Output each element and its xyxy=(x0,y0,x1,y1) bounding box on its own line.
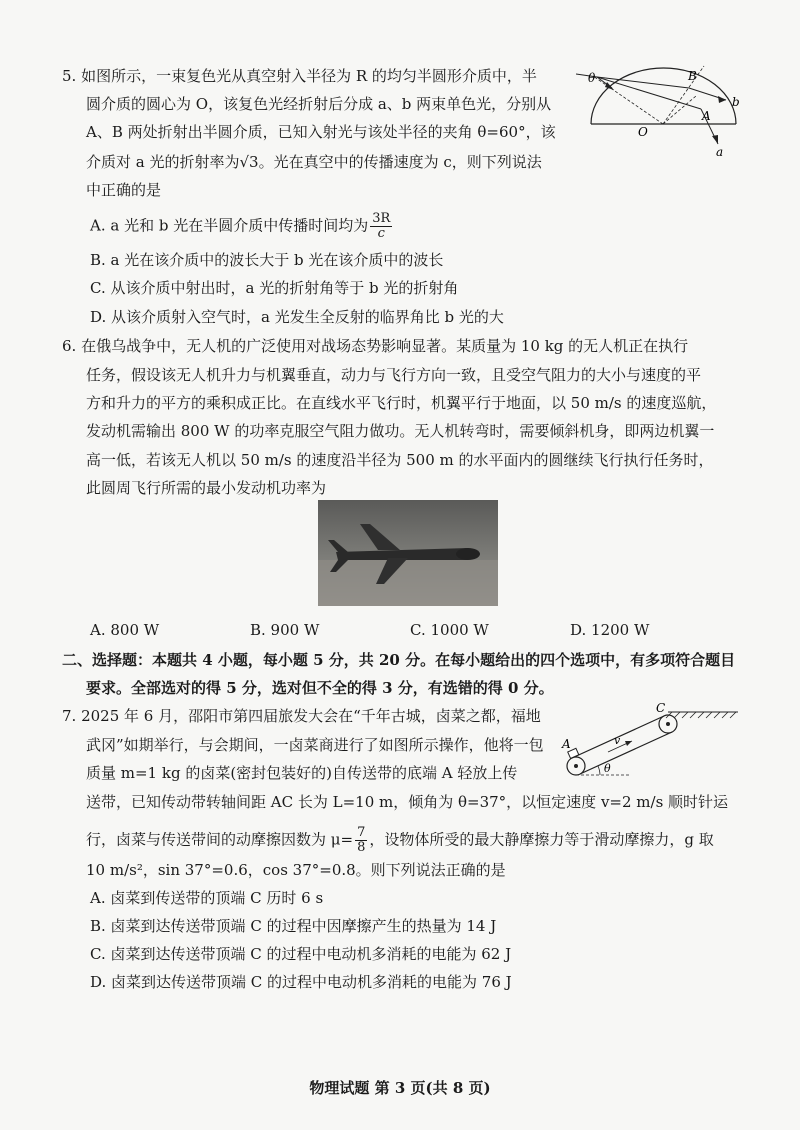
q6-line-1: 6. 在俄乌战争中，无人机的广泛使用对战场态势影响显著。某质量为 10 kg 的无人机正在执行 xyxy=(62,337,689,355)
q7-figure-a-label: A xyxy=(562,737,571,751)
q5-line-3: A、B 两处折射出半圆介质，已知入射光与该处半径的夹角 θ=60°，该 xyxy=(86,123,556,141)
q7-figure-v-label: v xyxy=(614,734,621,747)
section-2-line-1: 二、选择题：本题共 4 小题，每小题 5 分，共 20 分。在每小题给出的四个选项中，有多项符合题目 xyxy=(62,651,736,669)
q5-figure-a-point-label: A xyxy=(702,109,711,123)
q7-mu-fraction xyxy=(355,826,367,855)
q7-line-2: 武冈”如期举行，与会期间，一卤菜商进行了如图所示操作，他将一包 xyxy=(86,736,544,754)
q6-drone-photo xyxy=(318,500,498,606)
q7-option-b[interactable]: B. 卤菜到达传送带顶端 C 的过程中因摩擦产生的热量为 14 J xyxy=(90,917,497,935)
q7-line-5-pre: 行，卤菜与传送带间的动摩擦因数为 μ= xyxy=(86,830,354,849)
q5-fraction-denominator: c xyxy=(377,226,385,241)
q5-option-d[interactable]: D. 从该介质射入空气时，a 光发生全反射的临界角比 b 光的大 xyxy=(90,308,504,326)
q7-line-5-post: ，设物体所受的最大静摩擦力等于滑动摩擦力，g 取 xyxy=(369,830,714,849)
q5-option-c[interactable]: C. 从该介质中射出时，a 光的折射角等于 b 光的折射角 xyxy=(90,279,459,297)
q5-figure-theta-label: θ xyxy=(588,71,596,85)
q5-line-2: 圆介质的圆心为 O，该复色光经折射后分成 a、b 两束单色光，分别从 xyxy=(86,95,552,113)
q7-mu-denominator: 8 xyxy=(357,840,366,855)
section-2-line-2: 要求。全部选对的得 5 分，选对但不全的得 3 分，有选错的得 0 分。 xyxy=(86,679,554,697)
q7-figure-c-label: C xyxy=(656,701,666,715)
q5-line-1: 5. 如图所示，一束复色光从真空射入半径为 R 的均匀半圆形介质中，半 xyxy=(62,67,537,85)
q7-line-4: 送带，已知传动带转轴间距 AC 长为 L=10 m，倾角为 θ=37°，以恒定速度 v=2 m/s 顺时针运 xyxy=(86,793,729,811)
q7-figure-theta-label: θ xyxy=(604,762,611,775)
q7-mu-numerator: 7 xyxy=(357,825,366,840)
q5-figure-b-point-label: B xyxy=(688,69,697,83)
q5-figure-semicircle xyxy=(576,58,776,166)
q6-line-5: 高一低，若该无人机以 50 m/s 的速度沿半径为 500 m 的水平面内的圆继续飞行执行任务时， xyxy=(86,451,714,469)
q7-line-3: 质量 m=1 kg 的卤菜(密封包装好的)自传送带的底端 A 轻放上传 xyxy=(86,764,518,782)
q5-option-a-fraction xyxy=(370,212,392,241)
q6-option-d[interactable]: D. 1200 W xyxy=(570,621,650,639)
q7-line-1: 7. 2025 年 6 月，邵阳市第四届旅发大会在“千年古城，卤菜之都，福地 xyxy=(62,707,541,725)
q5-line-4: 介质对 a 光的折射率为√3。光在真空中的传播速度为 c，则下列说法 xyxy=(86,153,542,171)
page-footer: 物理试题 第 3 页(共 8 页) xyxy=(309,1079,491,1097)
q5-figure-o-label: O xyxy=(638,125,648,139)
q5-option-a-text: A. a 光和 b 光在半圆介质中传播时间均为 xyxy=(90,216,369,235)
q6-line-3: 方和升力的平方的乘积成正比。在直线水平飞行时，机翼平行于地面，以 50 m/s 的速度巡航， xyxy=(86,394,717,412)
q5-option-a[interactable] xyxy=(90,212,394,241)
q6-line-4: 发动机需输出 800 W 的功率克服空气阻力做功。无人机转弯时，需要倾斜机身，即两边机翼一 xyxy=(86,422,715,440)
q7-line-6: 10 m/s²，sin 37°=0.6，cos 37°=0.8。则下列说法正确的是 xyxy=(86,861,506,879)
q6-line-6: 此圆周飞行所需的最小发动机功率为 xyxy=(86,479,327,497)
q6-option-c[interactable]: C. 1000 W xyxy=(410,621,489,639)
q5-option-b[interactable]: B. a 光在该介质中的波长大于 b 光在该介质中的波长 xyxy=(90,251,444,269)
q6-option-b[interactable]: B. 900 W xyxy=(250,621,320,639)
q7-option-d[interactable]: D. 卤菜到达传送带顶端 C 的过程中电动机多消耗的电能为 76 J xyxy=(90,973,512,991)
q7-option-c[interactable]: C. 卤菜到达传送带顶端 C 的过程中电动机多消耗的电能为 62 J xyxy=(90,945,512,963)
q7-line-5 xyxy=(86,826,714,855)
q6-line-2: 任务，假设该无人机升力与机翼垂直，动力与飞行方向一致，且受空气阻力的大小与速度的平 xyxy=(86,366,702,384)
q5-figure-a-ray-label: a xyxy=(716,145,724,159)
q7-option-a[interactable]: A. 卤菜到传送带的顶端 C 历时 6 s xyxy=(90,889,324,907)
q5-figure-b-ray-label: b xyxy=(732,95,740,109)
q6-option-a[interactable]: A. 800 W xyxy=(90,621,160,639)
q5-line-5: 中正确的是 xyxy=(86,181,162,199)
q7-figure-conveyor xyxy=(560,700,750,784)
q5-fraction-numerator: 3R xyxy=(372,211,391,226)
